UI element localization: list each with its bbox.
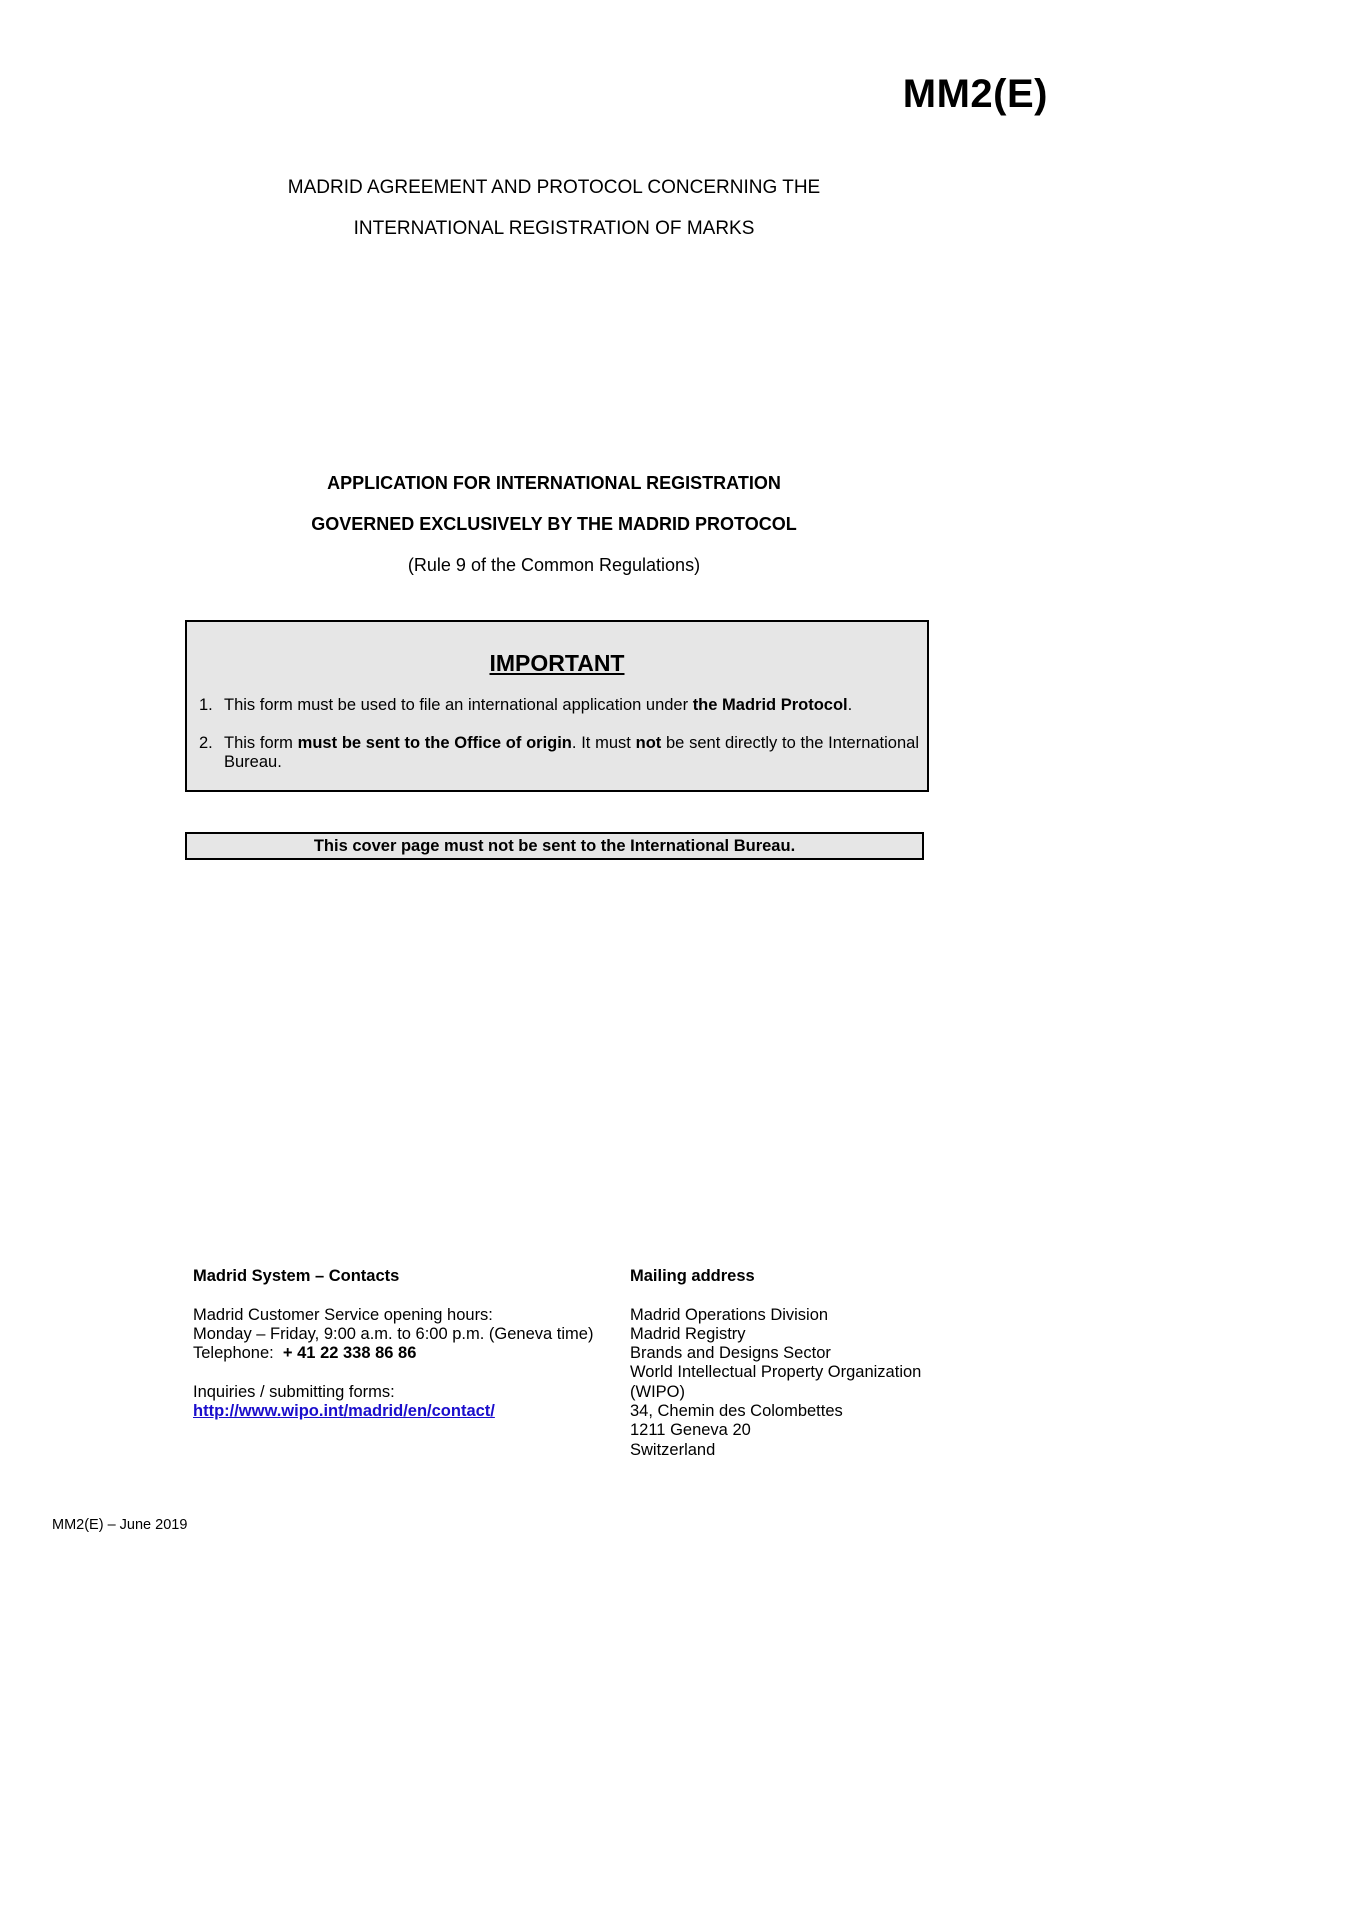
important-item-2	[199, 734, 919, 772]
item-number: 2.	[199, 734, 213, 752]
form-id: MM2(E)	[902, 72, 1048, 116]
address-line: Madrid Registry	[630, 1324, 746, 1343]
address-line: World Intellectual Property Organization	[630, 1363, 922, 1382]
item-bold-text: must be sent to the Office of origin	[297, 734, 572, 752]
subtitle-line-2: GOVERNED EXCLUSIVELY BY THE MADRID PROTOCOL	[311, 514, 797, 534]
hours-label: Madrid Customer Service opening hours:	[193, 1305, 493, 1324]
item-bold-text: not	[635, 734, 662, 752]
address-line: Brands and Designs Sector	[630, 1344, 831, 1363]
inquiries-label: Inquiries / submitting forms:	[193, 1382, 395, 1401]
address-line: Madrid Operations Division	[630, 1305, 829, 1324]
title-line-1: MADRID AGREEMENT AND PROTOCOL CONCERNING THE	[287, 177, 821, 198]
address-line: (WIPO)	[630, 1382, 685, 1401]
telephone-label: Telephone:	[193, 1344, 283, 1363]
item-bold-text: the Madrid Protocol	[692, 696, 848, 714]
title-line-2: INTERNATIONAL REGISTRATION OF MARKS	[353, 218, 755, 239]
item-text: .	[847, 696, 853, 714]
address-line: Switzerland	[630, 1440, 716, 1459]
item-text: This form must be used to file an international application under	[224, 696, 693, 714]
telephone-number: + 41 22 338 86 86	[282, 1344, 417, 1363]
mailing-heading: Mailing address	[630, 1267, 755, 1285]
mailing-address-section	[630, 1267, 940, 1460]
telephone-line	[193, 1344, 623, 1363]
cover-page-notice: This cover page must not be sent to the International Bureau.	[185, 832, 924, 860]
item-text: . It must	[571, 734, 636, 752]
subtitle-line-1: APPLICATION FOR INTERNATIONAL REGISTRATION	[327, 473, 781, 493]
subtitle-rule-note: (Rule 9 of the Common Regulations)	[407, 555, 701, 575]
important-item-1	[199, 696, 919, 715]
address-line: 1211 Geneva 20	[630, 1421, 751, 1440]
important-heading: IMPORTANT	[489, 650, 625, 676]
contacts-heading: Madrid System – Contacts	[193, 1267, 400, 1285]
contacts-section	[193, 1267, 623, 1421]
item-text: This form	[224, 734, 298, 752]
item-text: be sent directly to the International Bureau.	[224, 734, 919, 771]
item-number: 1.	[199, 696, 213, 714]
important-notice-box	[185, 620, 929, 792]
address-line: 34, Chemin des Colombettes	[630, 1402, 843, 1421]
hours-text: Monday – Friday, 9:00 a.m. to 6:00 p.m. (Geneva time)	[193, 1324, 594, 1343]
contact-link[interactable]: http://www.wipo.int/madrid/en/contact/	[193, 1402, 495, 1421]
page-footer: MM2(E) – June 2019	[52, 1517, 188, 1533]
